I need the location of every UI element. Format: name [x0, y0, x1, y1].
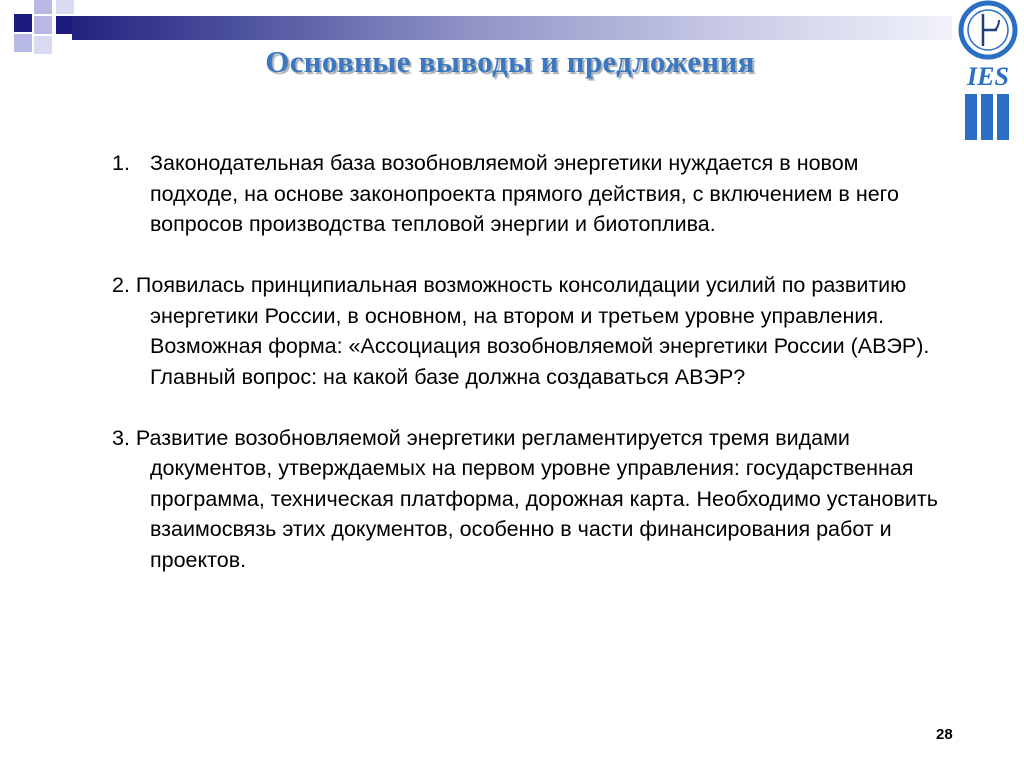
- conclusions-list: [110, 148, 940, 575]
- decor-square: [14, 34, 32, 52]
- slide-title: Основные выводы и предложения: [265, 44, 755, 79]
- decor-square: [56, 0, 74, 14]
- header-gradient-bar: [72, 16, 952, 40]
- list-item: [110, 270, 940, 392]
- item-number: 3.: [112, 425, 136, 450]
- decor-square: [34, 36, 52, 54]
- decor-square: [14, 14, 32, 32]
- item-number: 2.: [112, 273, 136, 297]
- item-text: Развитие возобновляемой энергетики регламентируется тремя видами документов, утверждаемых на первом уровне управления: государственная программа, техническая платформа, дорожная карта. Необходимо установить взаимосвязь этих документов, особенно в части финансирования работ и проектов.: [135, 425, 938, 572]
- item-text: Законодательная база возобновляемой энергетики нуждается в новом подходе, на основе законопроекта прямого действия, с включением в него вопросов производства тепловой энергии и биотоплива.: [150, 151, 899, 236]
- logo-text: IES: [967, 62, 1009, 91]
- list-item: [110, 423, 940, 576]
- ies-logo: [955, 0, 1021, 145]
- decor-square: [34, 16, 52, 34]
- page-number: 28: [936, 726, 953, 743]
- list-item: [110, 148, 940, 240]
- item-text: Появилась принципиальная возможность консолидации усилий по развитию энергетики России, в основном, на втором и третьем уровне управления. Возможная форма: «Ассоциация возобновляемой энергетики России (АВЭР). Главный вопрос: на какой базе должна создаваться АВЭР?: [135, 273, 930, 389]
- decor-square: [34, 0, 52, 14]
- item-number: 1.: [112, 151, 130, 175]
